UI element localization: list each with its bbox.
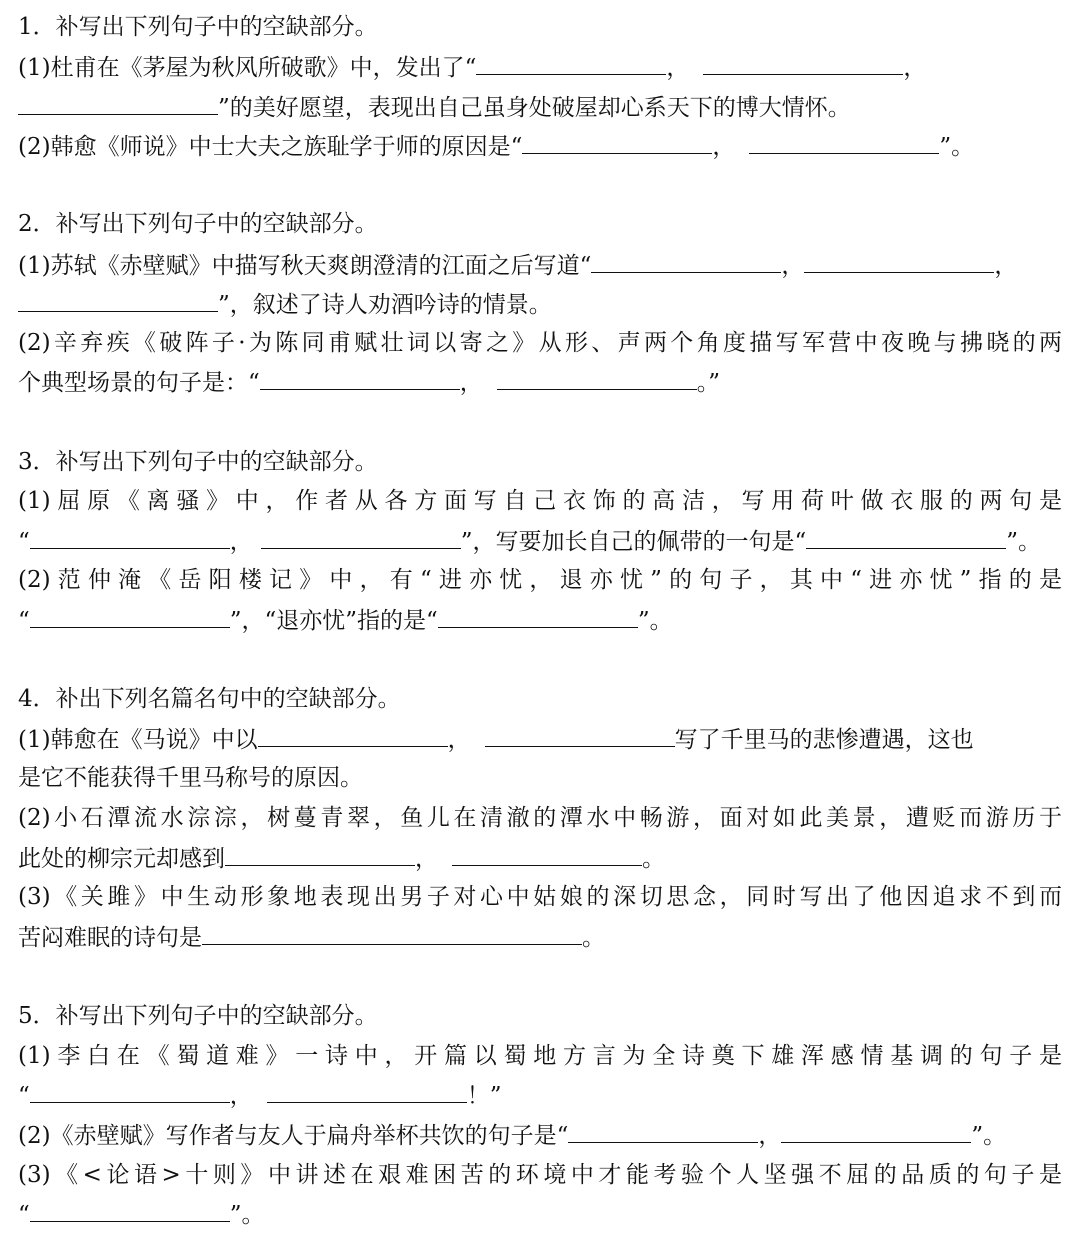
answer-blank[interactable] (18, 92, 218, 115)
q5-p2: (2)《赤壁赋》写作者与友人于扁舟举杯共饮的句子是“ ， ”。 (18, 1120, 1062, 1150)
q4-p3-line1: (3)《关雎》中生动形象地表现出男子对心中姑娘的深切思念，同时写出了他因追求不到而 (18, 884, 1062, 910)
q3-p1-line2: “ ， ”，写要加长自己的佩带的一句是“ ”。 (18, 526, 1062, 556)
q2-p1-line1: (1)苏轼《赤壁赋》中描写秋天爽朗澄清的江面之后写道“ ， ， (18, 250, 1062, 280)
answer-blank[interactable] (30, 1199, 230, 1222)
answer-blank[interactable] (568, 1120, 758, 1143)
q4-title: 4．补出下列名篇名句中的空缺部分。 (18, 686, 401, 712)
answer-blank[interactable] (497, 367, 697, 390)
q4-p1-line2: 是它不能获得千里马称号的原因。 (18, 765, 363, 791)
answer-blank[interactable] (261, 526, 461, 549)
q1-title: 1．补写出下列句子中的空缺部分。 (18, 14, 378, 40)
q4-p2-line2: 此处的柳宗元却感到 ， 。 (18, 843, 1062, 873)
answer-blank[interactable] (591, 250, 781, 273)
q2-title: 2．补写出下列句子中的空缺部分。 (18, 211, 378, 237)
q2-p2-line2: 个典型场景的句子是：“ ， 。” (18, 367, 1062, 397)
answer-blank[interactable] (225, 843, 415, 866)
q1-p1-line1: (1)杜甫在《茅屋为秋风所破歌》中，发出了“ ， ， (18, 52, 1062, 82)
answer-blank[interactable] (749, 131, 939, 154)
q4-p3-line2: 苦闷难眠的诗句是 。 (18, 922, 1062, 952)
q2-p1-line2: ”，叙述了诗人劝酒吟诗的情景。 (18, 289, 1062, 319)
q5-p1-line2: “ ， ！” (18, 1080, 1062, 1110)
answer-blank[interactable] (202, 922, 582, 945)
answer-blank[interactable] (781, 1120, 971, 1143)
answer-blank[interactable] (522, 131, 712, 154)
q5-p3-line2: “ ”。 (18, 1199, 1062, 1229)
q2-p2-line1: (2)辛弃疾《破阵子·为陈同甫赋壮词以寄之》从形、声两个角度描写军营中夜晚与拂晓的两 (18, 330, 1062, 356)
answer-blank[interactable] (804, 250, 994, 273)
answer-blank[interactable] (438, 605, 638, 628)
q4-p1-line1: (1)韩愈在《马说》中以 ， 写了千里马的悲惨遭遇，这也 (18, 724, 1062, 754)
answer-blank[interactable] (18, 289, 218, 312)
q5-p1-line1: (1)李白在《蜀道难》一诗中，开篇以蜀地方言为全诗奠下雄浑感情基调的句子是 (18, 1043, 1062, 1069)
q1-p2: (2)韩愈《师说》中士大夫之族耻学于师的原因是“ ， ”。 (18, 131, 1062, 161)
answer-blank[interactable] (452, 843, 642, 866)
q1-p1-line2: ”的美好愿望，表现出自己虽身处破屋却心系天下的博大情怀。 (18, 92, 1062, 122)
answer-blank[interactable] (485, 724, 675, 747)
answer-blank[interactable] (30, 605, 230, 628)
q5-p3-line1: (3)《<论语>十则》中讲述在艰难困苦的环境中才能考验个人坚强不屈的品质的句子是 (18, 1162, 1062, 1188)
q3-p2-line1: (2)范仲淹《岳阳楼记》中，有“进亦忧，退亦忧”的句子，其中“进亦忧”指的是 (18, 567, 1062, 593)
answer-blank[interactable] (806, 526, 1006, 549)
answer-blank[interactable] (30, 1080, 230, 1103)
answer-blank[interactable] (258, 724, 448, 747)
answer-blank[interactable] (703, 52, 903, 75)
answer-blank[interactable] (30, 526, 230, 549)
answer-blank[interactable] (476, 52, 666, 75)
q5-title: 5．补写出下列句子中的空缺部分。 (18, 1003, 378, 1029)
answer-blank[interactable] (260, 367, 460, 390)
answer-blank[interactable] (267, 1080, 467, 1103)
q4-p2-line1: (2)小石潭流水淙淙，树蔓青翠，鱼儿在清澈的潭水中畅游，面对如此美景，遭贬而游历于 (18, 805, 1062, 831)
q3-p2-line2: “ ”，“退亦忧”指的是“ ”。 (18, 605, 1062, 635)
q3-p1-line1: (1)屈原《离骚》中，作者从各方面写自己衣饰的高洁，写用荷叶做衣服的两句是 (18, 488, 1062, 514)
q3-title: 3．补写出下列句子中的空缺部分。 (18, 449, 378, 475)
